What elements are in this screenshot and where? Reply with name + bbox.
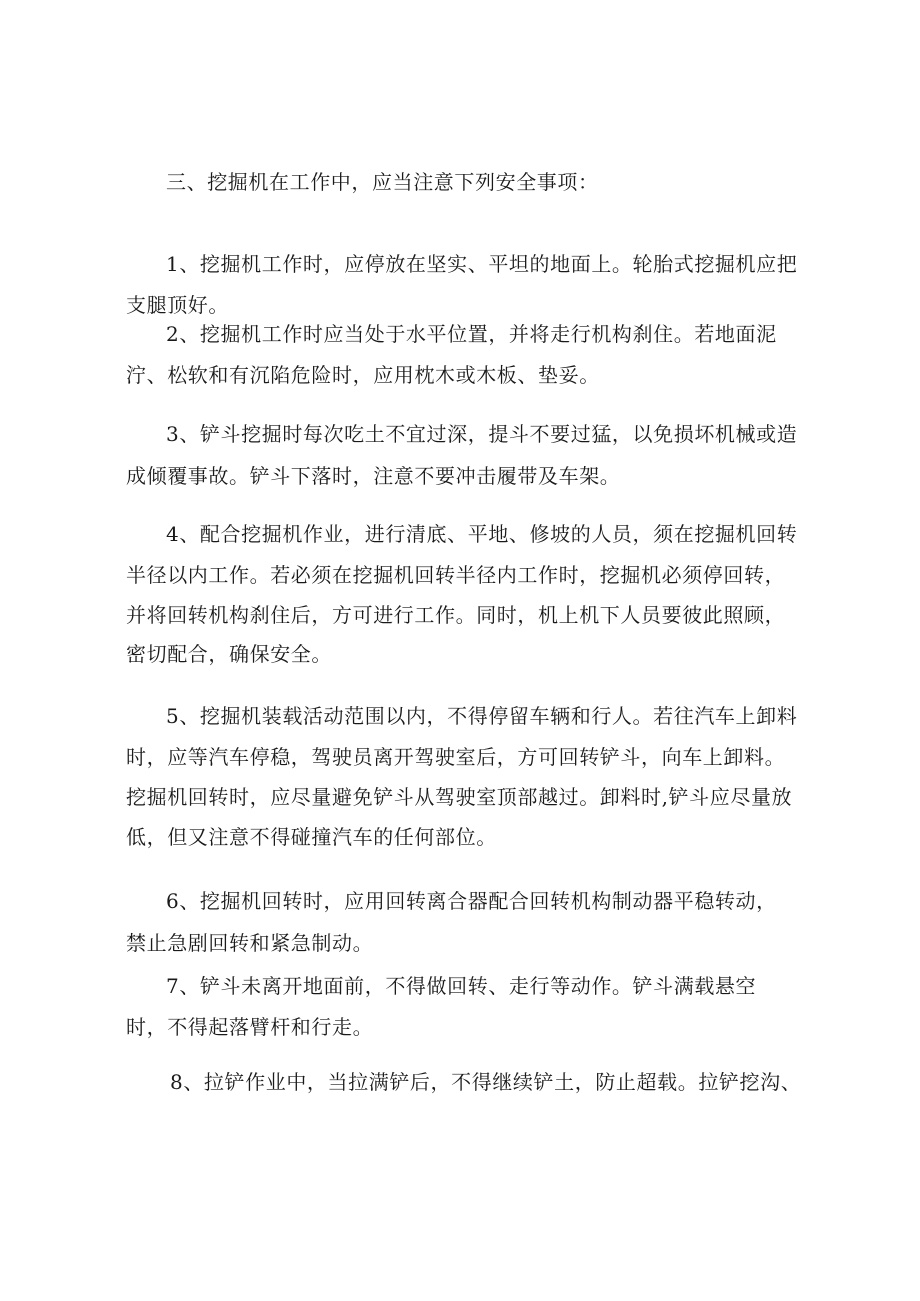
item-5-line-1: 5、挖掘机装载活动范围以内，不得停留车辆和行人。若往汽车上卸料: [166, 704, 798, 728]
item-1-line-1: 1、挖掘机工作时，应停放在坚实、平坦的地面上。轮胎式挖掘机应把: [166, 252, 798, 276]
item-2-line-2: 泞、松软和有沉陷危险时，应用枕木或木板、垫妥。: [126, 363, 600, 387]
item-3-line-1: 3、铲斗挖掘时每次吃土不宜过深，提斗不要过猛，以免损坏机械或造: [166, 422, 798, 446]
item-3-line-2: 成倾覆事故。铲斗下落时，注意不要冲击履带及车架。: [126, 464, 621, 488]
item-4-line-1: 4、配合挖掘机作业，进行清底、平地、修坡的人员，须在挖掘机回转: [166, 522, 798, 546]
item-4-line-3: 并将回转机构刹住后，方可进行工作。同时，机上机下人员要彼此照顾，: [126, 603, 786, 627]
item-5-line-4: 低，但又注意不得碰撞汽车的任何部位。: [126, 825, 497, 849]
item-7-line-1: 7、铲斗未离开地面前，不得做回转、走行等动作。铲斗满载悬空: [166, 974, 757, 998]
item-8-line-1: 8、拉铲作业中，当拉满铲后，不得继续铲土，防止超载。拉铲挖沟、: [170, 1070, 802, 1094]
item-4-line-2: 半径以内工作。若必须在挖掘机回转半径内工作时，挖掘机必须停回转，: [126, 563, 786, 587]
section-heading: 三、挖掘机在工作中，应当注意下列安全事项：: [166, 170, 599, 194]
item-7-line-2: 时，不得起落臂杆和行走。: [126, 1015, 374, 1039]
item-6-line-1: 6、挖掘机回转时，应用回转离合器配合回转机构制动器平稳转动，: [166, 889, 777, 913]
item-5-line-2: 时，应等汽车停稳，驾驶员离开驾驶室后，方可回转铲斗，向车上卸料。: [126, 745, 786, 769]
item-6-line-2: 禁止急剧回转和紧急制动。: [126, 931, 374, 955]
item-2-line-1: 2、挖掘机工作时应当处于水平位置，并将走行机构刹住。若地面泥: [166, 322, 777, 346]
item-5-line-3: 挖掘机回转时，应尽量避免铲斗从驾驶室顶部越过。卸料时,铲斗应尽量放: [126, 785, 793, 809]
item-4-line-4: 密切配合，确保安全。: [126, 642, 332, 666]
item-1-line-2: 支腿顶好。: [126, 293, 229, 317]
